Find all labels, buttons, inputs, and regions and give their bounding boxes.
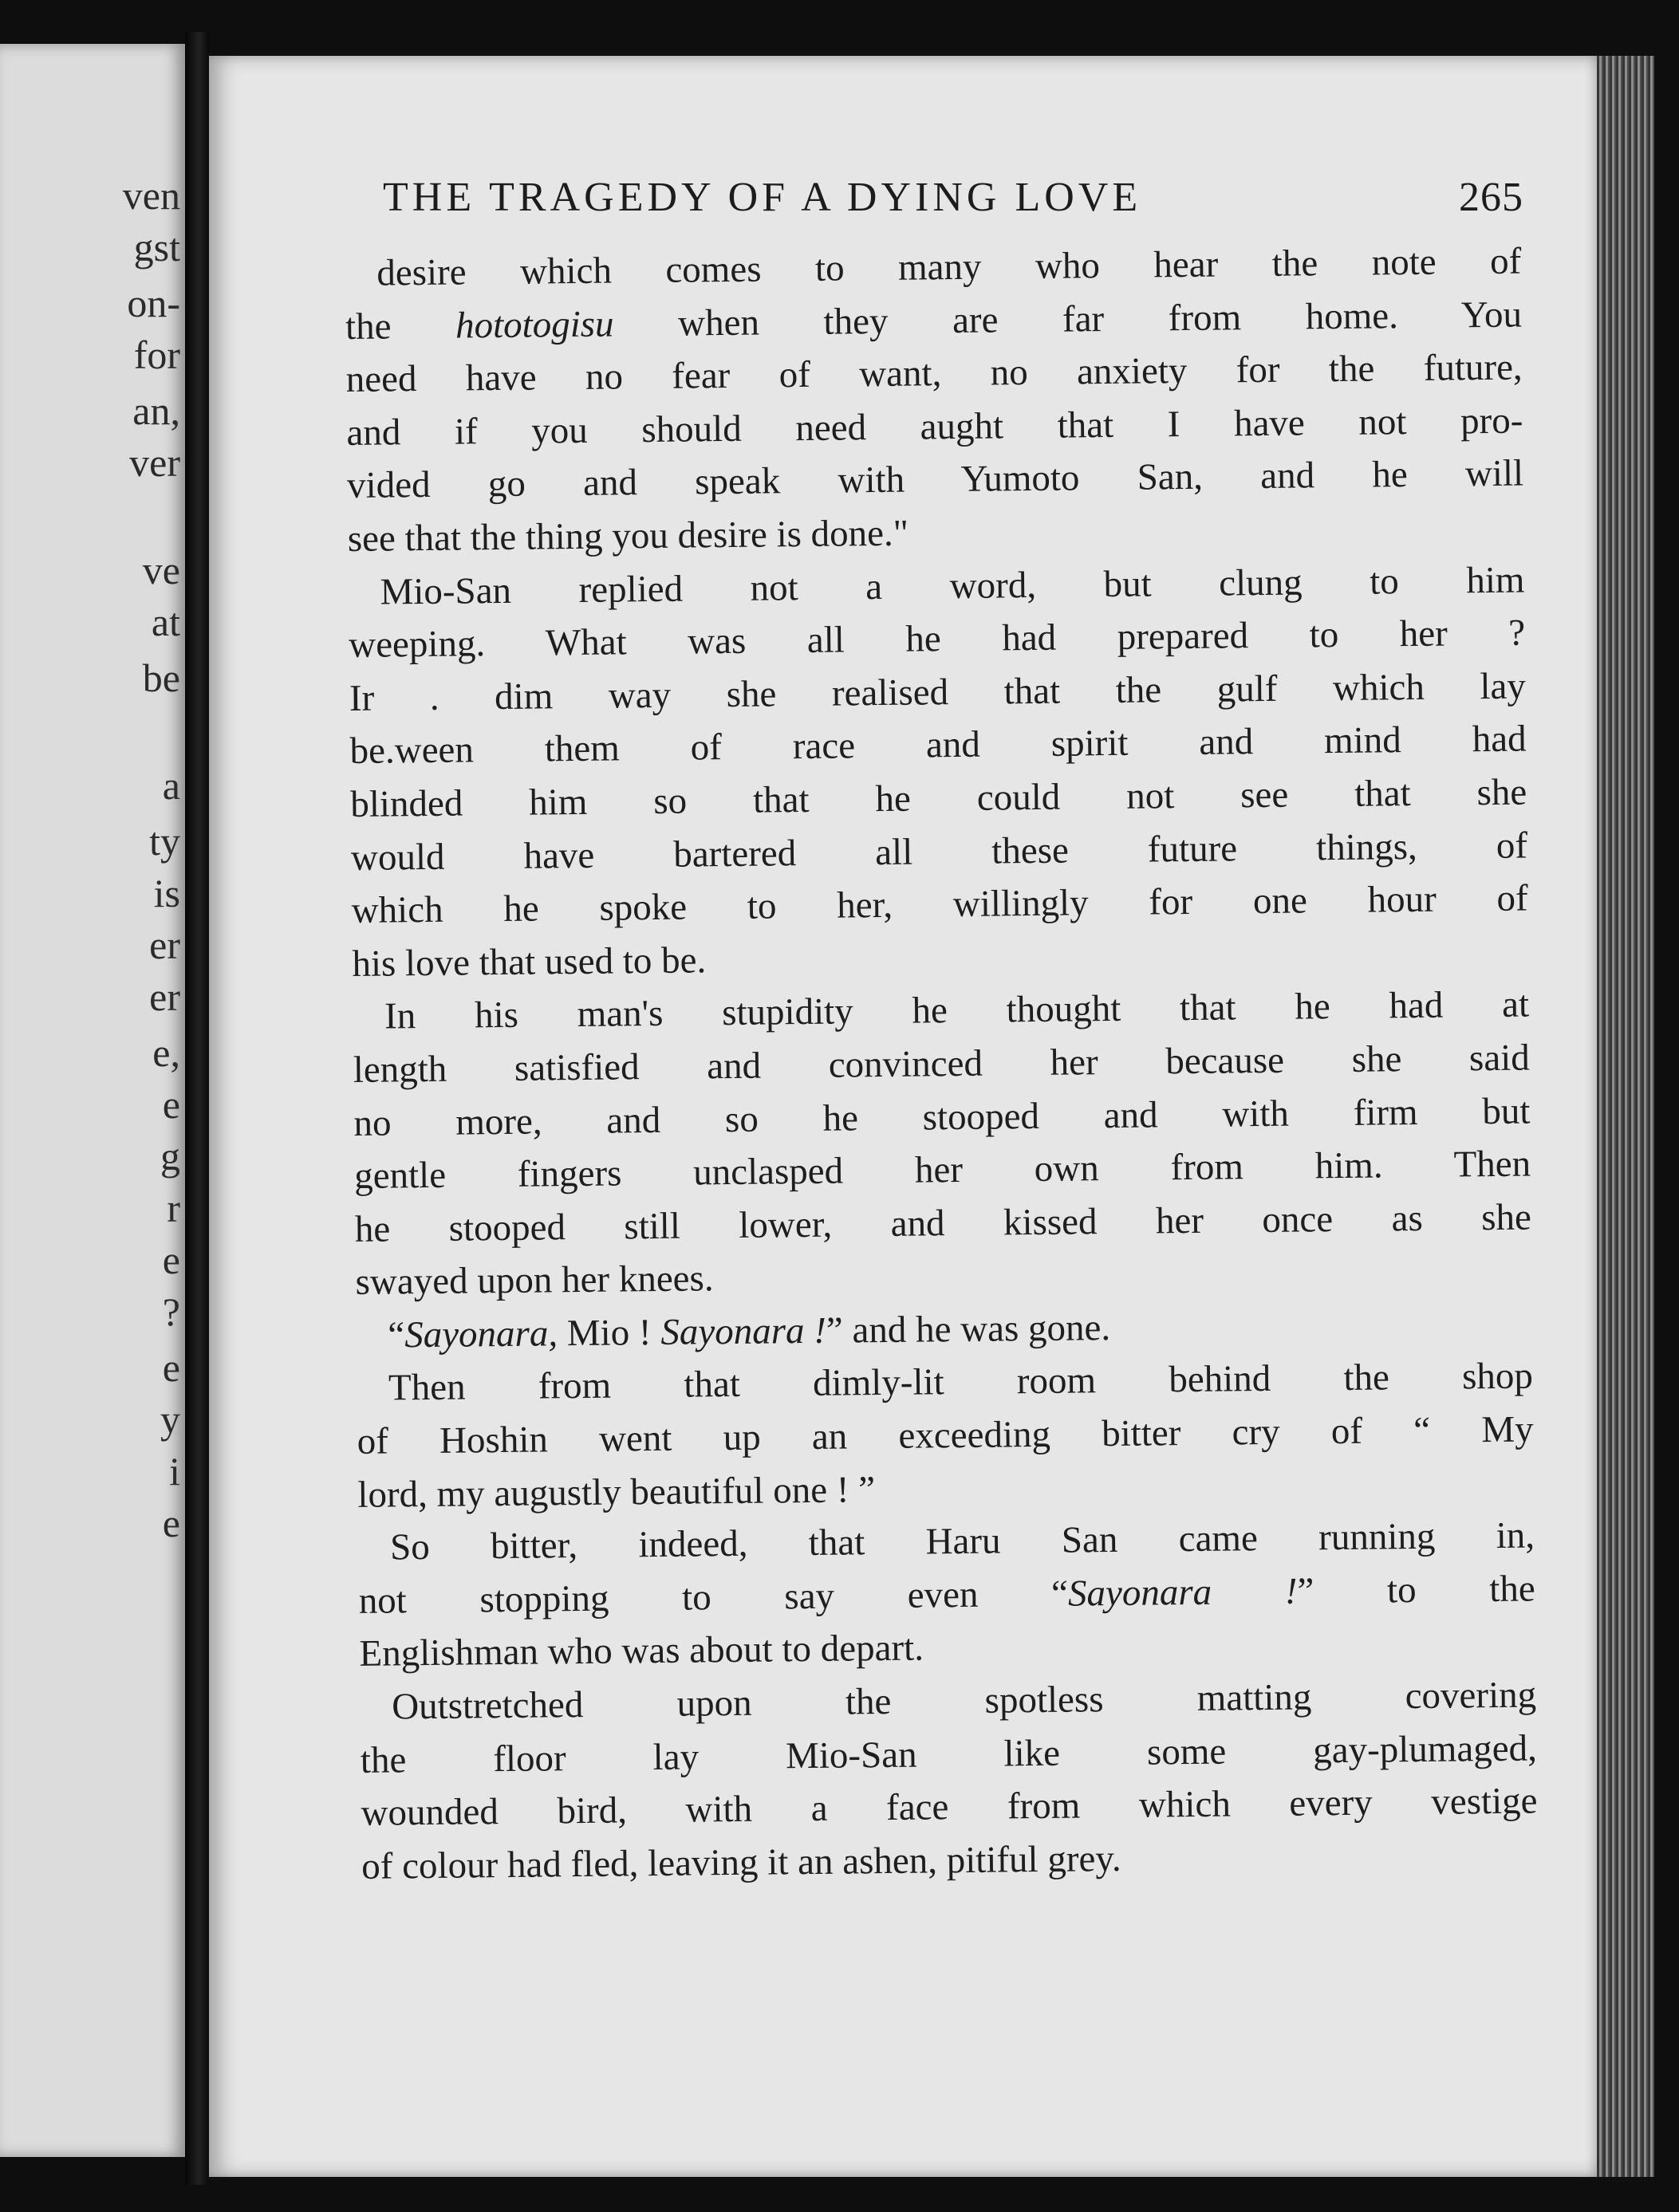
text-segment: length satisfied and convinced her because she said xyxy=(353,1037,1530,1091)
italic-text-segment: hototogisu xyxy=(455,303,614,347)
left-page-fragment: ty xyxy=(149,819,180,864)
left-page-fragment: ? xyxy=(162,1289,180,1334)
text-segment: which he spoke to her, willingly for one hour of xyxy=(351,877,1528,932)
left-page-fragment: ve xyxy=(142,548,180,592)
text-segment: Ir . dim way she realised that the gulf which lay xyxy=(349,665,1527,719)
left-page-fragment: e, xyxy=(152,1030,180,1075)
text-segment: Mio ! xyxy=(557,1311,661,1355)
text-segment: ” to the xyxy=(1297,1568,1535,1612)
running-title: THE TRAGEDY OF A DYING LOVE xyxy=(383,175,1142,220)
left-page-fragment: for xyxy=(133,333,180,377)
left-page-fragment: a xyxy=(162,763,180,808)
left-page-fragment: an, xyxy=(132,388,180,433)
left-page-fragment: y xyxy=(160,1397,180,1442)
text-segment: vided go and speak with Yumoto San, and he will xyxy=(346,452,1524,507)
page-number: 265 xyxy=(1459,175,1523,220)
page-block-edge xyxy=(1597,56,1654,2177)
text-segment: see that the thing you desire is done." xyxy=(347,512,909,560)
left-page-fragment: ven xyxy=(122,173,180,218)
book-page xyxy=(209,56,1597,2177)
italic-text-segment: Sayonara ! xyxy=(660,1309,827,1353)
text-segment: In his man's stupidity he thought that he had at xyxy=(384,983,1530,1037)
left-page-fragment: on- xyxy=(127,281,180,325)
text-segment: need have no fear of want, no anxiety for the future, xyxy=(345,346,1523,401)
text-segment: of Hoshin went up an exceeding bitter cry of “ My xyxy=(357,1408,1534,1462)
text-segment: the floor lay Mio-San like some gay-plumaged, xyxy=(360,1727,1538,1781)
text-segment: weeping. What was all he had prepared to her ? xyxy=(348,612,1526,667)
left-page-fragment: be xyxy=(142,655,180,700)
text-segment: Outstretched upon the spotless matting covering xyxy=(391,1674,1537,1728)
text-segment: Then from that dimly-lit room behind the shop xyxy=(388,1355,1534,1409)
text-segment: swayed upon her knees. xyxy=(355,1258,714,1304)
left-page-fragment: e xyxy=(162,1501,180,1545)
text-segment: when they are far from home. You xyxy=(613,293,1523,345)
text-segment: would have bartered all these future things, of xyxy=(350,825,1528,879)
previous-page-edge xyxy=(0,44,190,2157)
text-segment: be.ween them of race and spirit and mind had xyxy=(349,718,1527,773)
left-page-fragment: gst xyxy=(133,225,180,270)
text-segment: “ xyxy=(388,1314,405,1356)
text-segment: Englishman who was about to depart. xyxy=(359,1627,924,1675)
book-gutter xyxy=(185,32,209,2185)
text-segment: his love that used to be. xyxy=(352,939,707,985)
text-line xyxy=(361,1828,1539,1893)
text-segment: blinded him so that he could not see that she xyxy=(350,771,1527,825)
left-page-fragment: is xyxy=(153,871,180,915)
italic-text-segment: Sayonara, xyxy=(404,1313,558,1356)
left-page-fragment: r xyxy=(167,1186,180,1230)
text-segment: gentle fingers unclasped her own from him. Then xyxy=(353,1143,1531,1198)
running-header xyxy=(383,174,1523,221)
left-page-fragment: e xyxy=(162,1238,180,1282)
italic-text-segment: Sayonara ! xyxy=(1067,1570,1298,1615)
left-page-fragment: er xyxy=(149,923,180,967)
left-page-fragment: e xyxy=(162,1345,180,1390)
left-page-fragment: er xyxy=(149,974,180,1019)
left-page-fragment: ver xyxy=(129,440,180,485)
text-segment: not stopping to say even “ xyxy=(358,1572,1069,1622)
text-segment: no more, and so he stooped and with firm but xyxy=(353,1089,1531,1144)
left-page-fragment: i xyxy=(169,1449,180,1494)
left-page-fragment: e xyxy=(162,1082,180,1127)
text-segment: the xyxy=(345,305,456,348)
text-segment: ” and he was gone. xyxy=(826,1306,1111,1352)
text-segment: he stooped still lower, and kissed her once as she xyxy=(354,1196,1532,1250)
left-page-fragment: g xyxy=(160,1134,180,1179)
left-page-fragment: at xyxy=(151,600,180,644)
text-segment: of colour had fled, leaving it an ashen, pitiful grey. xyxy=(361,1837,1121,1887)
body-text xyxy=(345,235,1539,1894)
text-segment: and if you should need aught that I have not pro- xyxy=(346,399,1523,454)
text-segment: lord, my augustly beautiful one ! ” xyxy=(357,1468,876,1516)
text-segment: desire which comes to many who hear the note of xyxy=(376,240,1522,294)
text-segment: wounded bird, with a face from which every vestige xyxy=(361,1780,1538,1835)
text-segment: So bitter, indeed, that Haru San came running in, xyxy=(389,1514,1535,1568)
text-segment: Mio-San replied not a word, but clung to him xyxy=(380,559,1525,613)
